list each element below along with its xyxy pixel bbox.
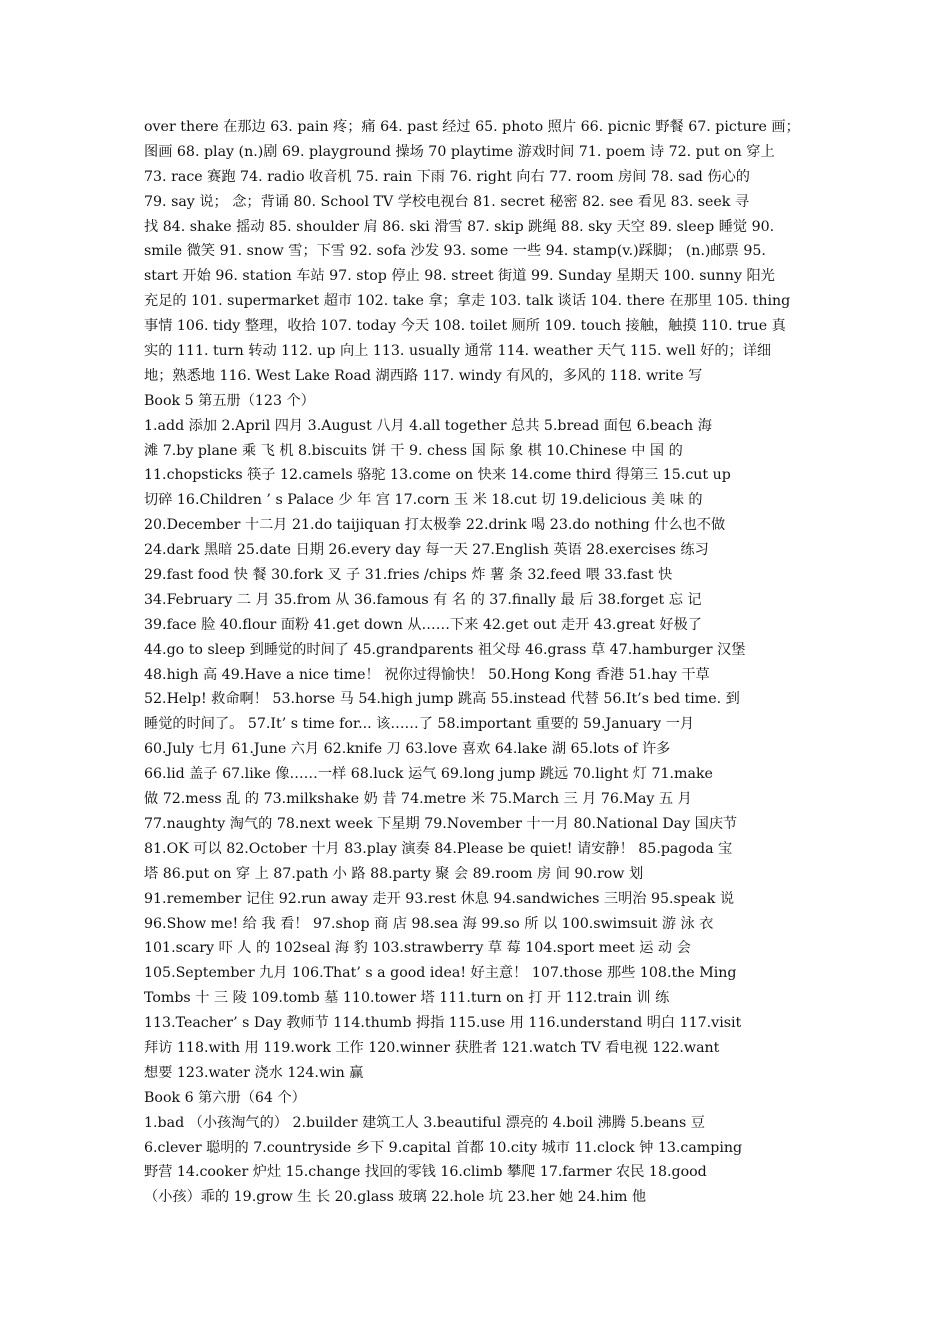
text-line: 52.Help! 救命啊！ 53.horse 马 54.high jump 跳高 55.instead 代替 56.It’s bed time. 到 bbox=[144, 691, 740, 708]
text-line: 野营 14.cooker 炉灶 15.change 找回的零钱 16.climb 攀爬 17.farmer 农民 18.good bbox=[144, 1164, 707, 1181]
text-line: 66.lid 盖子 67.like 像……一样 68.luck 运气 69.long jump 跳远 70.light 灯 71.make bbox=[144, 766, 713, 783]
text-line: 81.OK 可以 82.October 十月 83.play 演奏 84.Please be quiet! 请安静！ 85.pagoda 宝 bbox=[144, 840, 733, 857]
text-line: 113.Teacher’ s Day 教师节 114.thumb 拇指 115.use 用 116.understand 明白 117.visit bbox=[144, 1015, 742, 1032]
text-line: 39.face 脸 40.flour 面粉 41.get down 从……下来 42.get out 走开 43.great 好极了 bbox=[144, 616, 702, 633]
text-line: 图画 68. play (n.)剧 69. playground 操场 70 playtime 游戏时间 71. poem 诗 72. put on 穿上 bbox=[144, 143, 775, 160]
text-line: 找 84. shake 摇动 85. shoulder 肩 86. ski 滑雪 87. skip 跳绳 88. sky 天空 89. sleep 睡觉 90. bbox=[144, 218, 775, 235]
text-line: 睡觉的时间了。 57.It’ s time for... 该……了 58.important 重要的 59.January 一月 bbox=[144, 716, 695, 733]
text-line: 20.December 十二月 21.do taijiquan 打太极拳 22.drink 喝 23.do nothing 什么也不做 bbox=[144, 517, 726, 534]
text-line: over there 在那边 63. pain 疼；痛 64. past 经过 65. photo 照片 66. picnic 野餐 67. picture 画； bbox=[144, 119, 800, 135]
text-line: 滩 7.by plane 乘 飞 机 8.biscuits 饼 干 9. chess 国 际 象 棋 10.Chinese 中 国 的 bbox=[144, 442, 683, 459]
text-line: 34.February 二 月 35.from 从 36.famous 有 名 的 37.finally 最 后 38.forget 忘 记 bbox=[144, 591, 702, 608]
text-line: 105.September 九月 106.That’ s a good idea! 好主意！ 107.those 那些 108.the Ming bbox=[144, 965, 737, 982]
text-line: 91.remember 记住 92.run away 走开 93.rest 休息 94.sandwiches 三明治 95.speak 说 bbox=[144, 890, 735, 907]
vocabulary-list bbox=[144, 115, 814, 1210]
book-5-heading: Book 5 第五册（123 个） bbox=[144, 392, 315, 409]
text-line: 实的 111. turn 转动 112. up 向上 113. usually 通常 114. weather 天气 115. well 好的；详细 bbox=[144, 343, 772, 360]
text-line: 60.July 七月 61.June 六月 62.knife 刀 63.love 喜欢 64.lake 湖 65.lots of 许多 bbox=[144, 741, 671, 758]
text-line: 44.go to sleep 到睡觉的时间了 45.grandparents 祖父母 46.grass 草 47.hamburger 汉堡 bbox=[144, 641, 746, 658]
text-line: 73. race 赛跑 74. radio 收音机 75. rain 下雨 76. right 向右 77. room 房间 78. sad 伤心的 bbox=[144, 168, 750, 185]
text-line: 29.fast food 快 餐 30.fork 叉 子 31.fries /chips 炸 薯 条 32.feed 喂 33.fast 快 bbox=[144, 567, 673, 584]
text-line: （小孩）乖的 19.grow 生 长 20.glass 玻璃 22.hole 坑 23.her 她 24.him 他 bbox=[144, 1189, 647, 1206]
text-line: 1.bad （小孩淘气的） 2.builder 建筑工人 3.beautiful 漂亮的 4.boil 沸腾 5.beans 豆 bbox=[144, 1114, 705, 1131]
text-line: 48.high 高 49.Have a nice time！ 祝你过得愉快！ 50.Hong Kong 香港 51.hay 干草 bbox=[144, 666, 710, 683]
text-line: 拜访 118.with 用 119.work 工作 120.winner 获胜者 121.watch TV 看电视 122.want bbox=[144, 1039, 720, 1056]
text-line: 96.Show me! 给 我 看！ 97.shop 商 店 98.sea 海 99.so 所 以 100.swimsuit 游 泳 衣 bbox=[144, 915, 714, 932]
text-line: start 开始 96. station 车站 97. stop 停止 98. street 街道 99. Sunday 星期天 100. sunny 阳光 bbox=[144, 268, 775, 285]
text-line: 充足的 101. supermarket 超市 102. take 拿；拿走 103. talk 谈话 104. there 在那里 105. thing bbox=[144, 293, 791, 310]
text-line: 79. say 说； 念；背诵 80. School TV 学校电视台 81. secret 秘密 82. see 看见 83. seek 寻 bbox=[144, 193, 750, 210]
book-6-heading: Book 6 第六册（64 个） bbox=[144, 1089, 306, 1106]
text-line: 做 72.mess 乱 的 73.milkshake 奶 昔 74.metre 米 75.March 三 月 76.May 五 月 bbox=[144, 791, 692, 808]
text-line: 塔 86.put on 穿 上 87.path 小 路 88.party 聚 会 89.room 房 间 90.row 划 bbox=[144, 865, 644, 882]
text-line: smile 微笑 91. snow 雪；下雪 92. sofa 沙发 93. some 一些 94. stamp(v.)踩脚； (n.)邮票 95. bbox=[144, 243, 766, 260]
text-line: 24.dark 黑暗 25.date 日期 26.every day 每一天 27.English 英语 28.exercises 练习 bbox=[144, 542, 709, 559]
text-line: 101.scary 吓 人 的 102seal 海 豹 103.strawberry 草 莓 104.sport meet 运 动 会 bbox=[144, 940, 691, 957]
text-line: 77.naughty 淘气的 78.next week 下星期 79.November 十一月 80.National Day 国庆节 bbox=[144, 815, 738, 832]
text-line: Tombs 十 三 陵 109.tomb 墓 110.tower 塔 111.turn on 打 开 112.train 训 练 bbox=[144, 990, 670, 1007]
text-line: 6.clever 聪明的 7.countryside 乡下 9.capital 首都 10.city 城市 11.clock 钟 13.camping bbox=[144, 1139, 743, 1156]
text-line: 1.add 添加 2.April 四月 3.August 八月 4.all together 总共 5.bread 面包 6.beach 海 bbox=[144, 417, 712, 434]
text-line: 地；熟悉地 116. West Lake Road 湖西路 117. windy 有风的，多风的 118. write 写 bbox=[144, 367, 703, 384]
text-line: 想要 123.water 浇水 124.win 赢 bbox=[144, 1064, 364, 1081]
text-line: 11.chopsticks 筷子 12.camels 骆驼 13.come on 快来 14.come third 得第三 15.cut up bbox=[144, 467, 731, 484]
text-line: 切碎 16.Children ’ s Palace 少 年 宫 17.corn 玉 米 18.cut 切 19.delicious 美 味 的 bbox=[144, 492, 703, 509]
text-line: 事情 106. tidy 整理，收拾 107. today 今天 108. toilet 厕所 109. touch 接触，触摸 110. true 真 bbox=[144, 318, 786, 335]
